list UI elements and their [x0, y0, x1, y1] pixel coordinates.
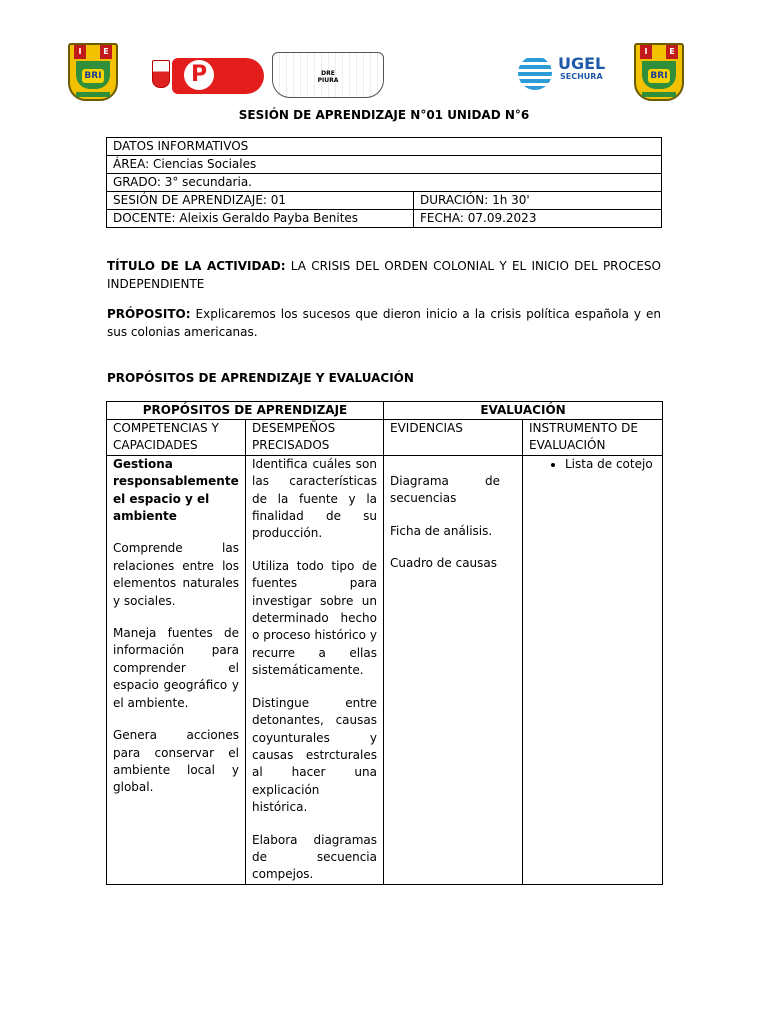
evidencia-item: Ficha de análisis.	[390, 523, 493, 538]
table-row	[107, 455, 663, 884]
header-logos	[0, 40, 768, 106]
dre-label: DRE PIURA	[317, 70, 339, 84]
head-evaluacion: EVALUACIÓN	[384, 402, 663, 420]
proposito	[107, 305, 661, 341]
evidencia-text: Diagrama de secuencias	[390, 473, 500, 506]
titulo-text: LA CRISIS DEL ORDEN COLONIAL Y EL INICIO DEL PROCESO INDEPENDIENTE	[107, 259, 661, 291]
desempeno-item: Distingue entre detonantes, causas coyunturales y causas estrcturales al hacer una explicación histórica.	[252, 695, 377, 815]
ugel-subtitle: SECHURA	[560, 72, 603, 81]
head-propositos: PROPÓSITOS DE APRENDIZAJE	[107, 402, 384, 420]
table-row	[107, 138, 662, 156]
instrumento-list	[529, 456, 656, 473]
table-row	[107, 420, 663, 456]
crest-flag-letter: I	[640, 45, 652, 59]
evidencia-item: Cuadro de causas	[390, 556, 498, 571]
info-table	[106, 137, 662, 228]
peru-p-letter: P	[184, 60, 214, 90]
cell-instrumento	[523, 455, 663, 884]
proposito-label: PRÓPOSITO:	[107, 307, 191, 321]
desempeno-item: Elabora diagramas de secuencia compejos.	[252, 832, 377, 882]
crest-flag-letter: I	[74, 45, 86, 59]
capacidad-item: Comprende las relaciones entre los elementos naturales y sociales.	[113, 541, 239, 608]
section-heading: PROPÓSITOS DE APRENDIZAJE Y EVALUACIÓN	[107, 371, 414, 385]
cell-desempenos	[246, 455, 384, 884]
ugel-title: UGEL	[558, 54, 606, 73]
instrumento-item: • Lista de cotejo	[565, 456, 656, 473]
ugel-sechura-logo	[518, 54, 614, 94]
crest-badge-text: BRI	[82, 69, 104, 83]
cell-evidencias	[384, 455, 523, 884]
info-duracion: DURACIÓN: 1h 30'	[414, 192, 662, 210]
dre-piura-logo	[272, 52, 384, 98]
document-title: SESIÓN DE APRENDIZAJE N°01 UNIDAD N°6	[238, 108, 530, 122]
titulo-actividad	[107, 257, 661, 293]
school-crest-left	[68, 43, 118, 101]
info-header: DATOS INFORMATIVOS	[107, 138, 662, 156]
info-fecha: FECHA: 07.09.2023	[414, 210, 662, 228]
peru-government-logo	[152, 58, 264, 96]
evidencia-item	[390, 473, 500, 508]
school-crest-right	[634, 43, 684, 101]
peru-coat-of-arms-icon	[152, 60, 170, 88]
table-row	[107, 156, 662, 174]
info-docente: DOCENTE: Aleixis Geraldo Payba Benites	[107, 210, 414, 228]
crest-flag-letter: E	[666, 45, 678, 59]
ugel-mark-icon	[518, 56, 552, 90]
crest-badge-text: BRI	[648, 69, 670, 83]
crest-flag-letter: E	[100, 45, 112, 59]
col-desempenos: DESEMPEÑOS PRECISADOS	[246, 420, 384, 456]
col-competencias: COMPETENCIAS Y CAPACIDADES	[107, 420, 246, 456]
table-row	[107, 174, 662, 192]
info-grado: GRADO: 3° secundaria.	[107, 174, 662, 192]
table-row	[107, 402, 663, 420]
competencia-title: Gestiona responsablemente el espacio y el ambiente	[113, 456, 239, 524]
table-row	[107, 210, 662, 228]
proposals-table	[106, 401, 663, 885]
table-row	[107, 192, 662, 210]
proposito-text: Explicaremos los sucesos que dieron inicio a la crisis política española y en sus colonias americanas.	[107, 307, 661, 339]
desempeno-item: Identifica cuáles son las características de la fuente y la finalidad de su producción.	[252, 456, 377, 541]
cell-competencias	[107, 455, 246, 884]
info-area: ÁREA: Ciencias Sociales	[107, 156, 662, 174]
capacidad-item: Maneja fuentes de información para comprender el espacio geográfico y el ambiente.	[113, 626, 239, 710]
col-evidencias: EVIDENCIAS	[384, 420, 523, 456]
desempeno-item: Utiliza todo tipo de fuentes para investigar sobre un determinado hecho o proceso histórico y recurre a ellas sistemáticamente.	[252, 558, 377, 678]
capacidad-item: Genera acciones para conservar el ambiente local y global.	[113, 728, 239, 795]
info-sesion: SESIÓN DE APRENDIZAJE: 01	[107, 192, 414, 210]
col-instrumento: INSTRUMENTO DE EVALUACIÓN	[523, 420, 663, 456]
titulo-label: TÍTULO DE LA ACTIVIDAD:	[107, 259, 286, 273]
